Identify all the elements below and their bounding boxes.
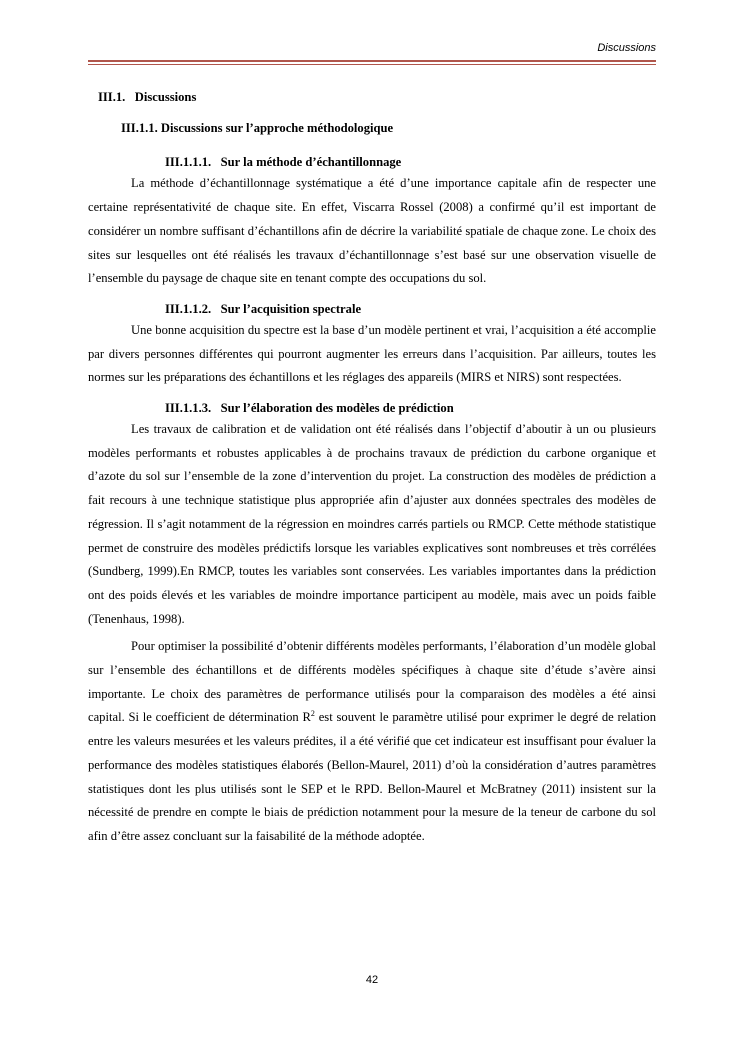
paragraph-prediction-models-2	[88, 635, 656, 848]
subsection-number: III.1.1.	[121, 120, 158, 135]
paragraph-text-part-a: Pour optimiser la possibilité d’obtenir différents modèles performants, l’élaboration d’un modèle global sur l’ensemble des échantillons et de différents modèles spécifiques à chaque site d’étude s’avère ainsi importante. Le choix des paramètres de performance utilisés pour la comparaison des modèles a été ainsi capital. Si le coefficient de détermination R	[88, 639, 656, 725]
paragraph-spectral-acquisition: Une bonne acquisition du spectre est la base d’un modèle pertinent et vrai, l’acquisition a été accomplie par divers personnes différentes qui pourront augmenter les erreurs dans l’acquisition. Par ailleurs, toutes les normes sur les préparations des échantillons et les réglages des appareils (MIRS et NIRS) sont respectées.	[88, 322, 656, 385]
paragraph-prediction-models-1: Les travaux de calibration et de validation ont été réalisés dans l’objectif d’aboutir à un ou plusieurs modèles performants et robustes applicables à de prochains travaux de prédiction du carbone organique et d’azote du sol sur l’ensemble de la zone d’intervention du projet. La construction des modèles de prédiction a fait recours à une technique statistique plus appropriée afin d’ajuster aux données spectrales des modèles de régression. Il s’agit notamment de la régression en moindres carrés partiels ou RMCP. Cette méthode statistique permet de construire des modèles prédictifs lorsque les variables explicatives sont nombreuses et très corrélées (Sundberg, 1999).En RMCP, toutes les variables sont conservées. Les variables importantes dans la prédiction ont des poids élevés et les variables de moindre importance participent au modèle, mais avec un poids faible (Tenenhaus, 1998).	[88, 422, 656, 626]
heading-sampling-method: III.1.1.1. Sur la méthode d’échantillonnage	[165, 155, 402, 170]
paragraph-sampling-method: La méthode d’échantillonnage systématique a été d’une importance capitale afin de respecter une certaine représentativité de chaque site. En effet, Viscarra Rossel (2008) a confirmé qu’il est important de considérer un nombre suffisant d’échantillons afin de décrire la variabilité spatiale de chaque zone. Le choix des sites sur lesquelles ont été réalisés les travaux d’échantillonnage s’est basé sur une observation visuelle de l’ensemble du paysage de chaque site en tenant compte des occupations du sol.	[88, 176, 656, 286]
running-header: Discussions	[597, 42, 656, 54]
page-body	[88, 86, 656, 857]
page-number: 42	[365, 974, 379, 986]
header-rule-thin	[88, 64, 656, 65]
section-heading	[98, 86, 656, 110]
subsection-heading	[121, 117, 656, 141]
header-rule-thick	[88, 60, 656, 62]
heading-spectral-acquisition: III.1.1.2. Sur l’acquisition spectrale	[165, 301, 362, 316]
paragraph-text-part-b: est souvent le paramètre utilisé pour exprimer le degré de relation entre les valeurs mesurées et les valeurs prédites, il a été vérifié que cet indicateur est insuffisant pour évaluer la performance des modèles statistiques élaborés (Bellon-Maurel, 2011) d’où la considération d’autres paramètres statistiques dont les plus utilisés sont le SEP et le RPD. Bellon-Maurel et McBratney (2011) insistent sur la nécessité de prendre en compte le biais de prédiction notamment pour la mesure de la teneur de carbone du sol afin d’être assez concluant sur la faisabilité de la méthode adoptée.	[88, 710, 656, 843]
section-number: III.1.	[98, 90, 126, 104]
heading-prediction-models: III.1.1.3. Sur l’élaboration des modèles de prédiction	[165, 401, 454, 416]
subsection-title: Discussions sur l’approche méthodologique	[160, 120, 394, 135]
r-squared-exponent: 2	[310, 709, 315, 719]
section-title: Discussions	[134, 90, 197, 104]
